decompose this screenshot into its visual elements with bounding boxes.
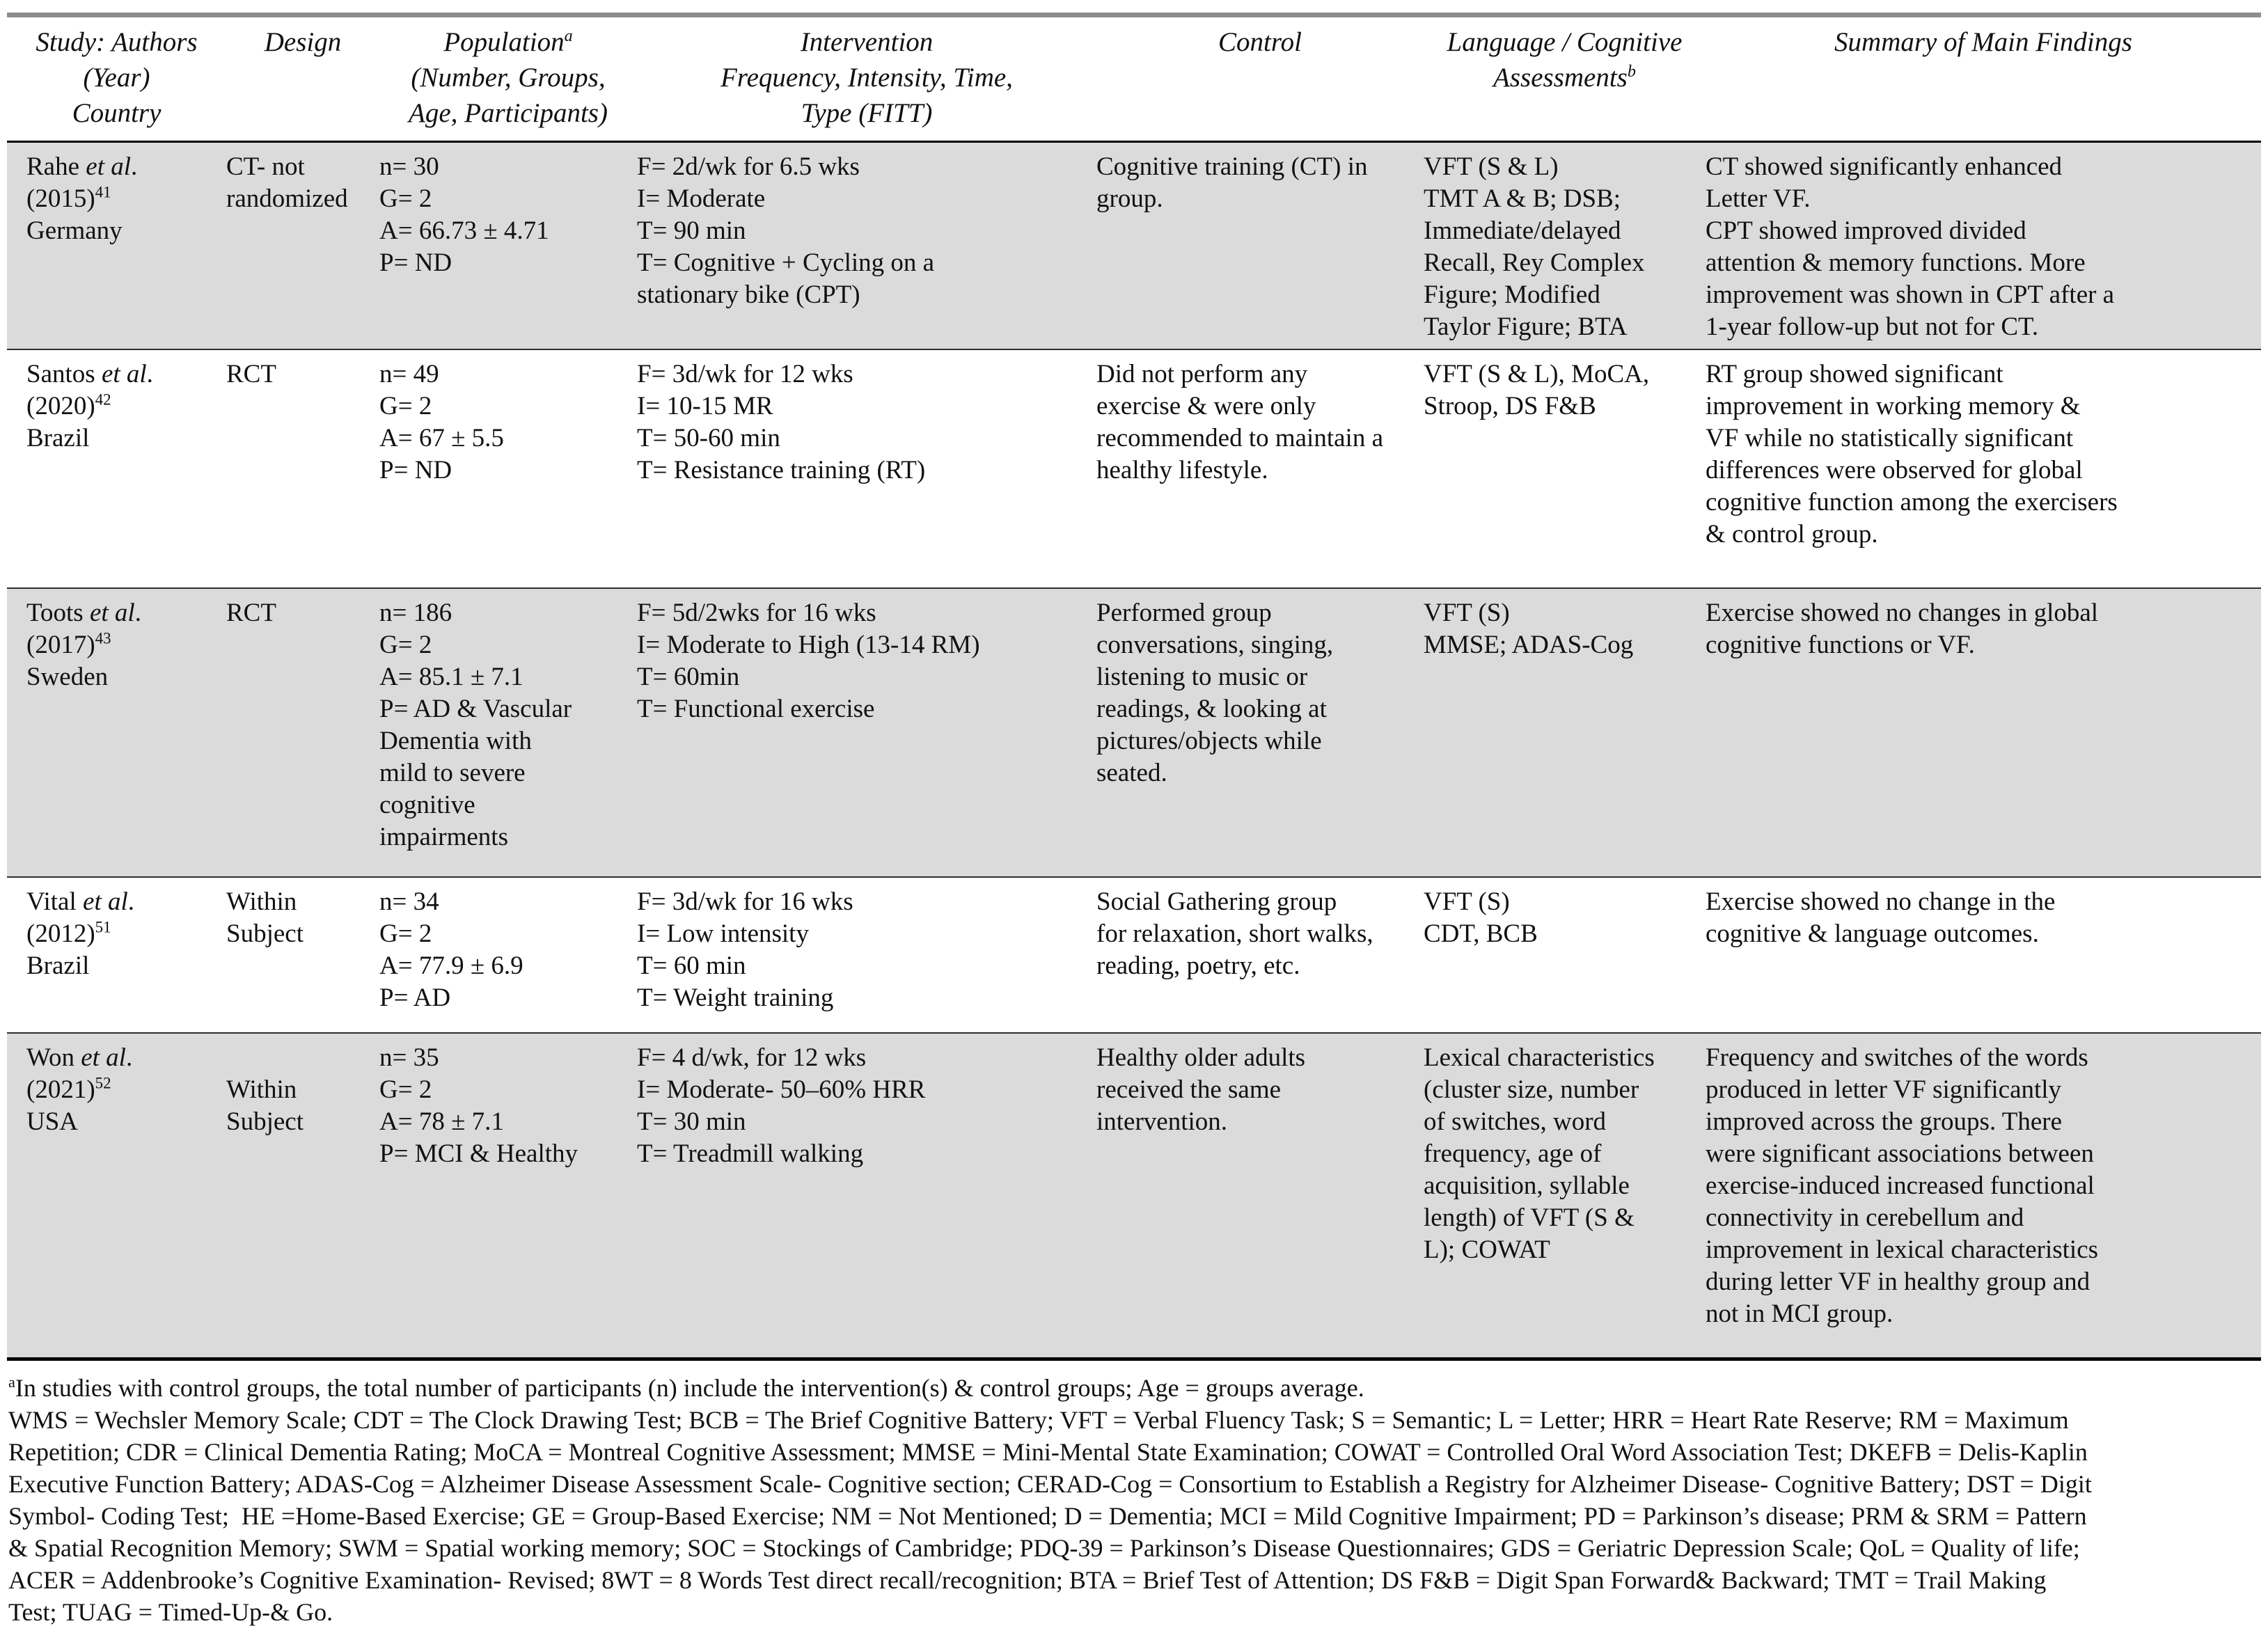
text-line: Population$^a$ (443, 26, 573, 57)
text-line: Language / Cognitive (1447, 27, 1683, 57)
text-line: Country (72, 98, 162, 128)
text-line: differences were observed for global (1706, 456, 2083, 484)
text-line: I= Moderate- 50–60% HRR (637, 1075, 926, 1104)
text-line: attention & memory functions. More (1706, 248, 2086, 277)
text-line: VFT (S & L) (1424, 152, 1559, 181)
text-line: Santos et al. (26, 360, 153, 388)
text-line: Taylor Figure; BTA (1424, 313, 1628, 341)
footnote-line-1: $^a$In studies with control groups, the total number of participants (n) include the intervention(s) & control groups; Age = groups average. (8, 1373, 1364, 1402)
text-line: G= 2 (379, 631, 432, 659)
cell-rahe-2015-summary (1706, 142, 2261, 350)
text-line: L); COWAT (1424, 1236, 1550, 1264)
text-line: CDT, BCB (1424, 919, 1538, 948)
text-line: F= 3d/wk for 16 wks (637, 887, 853, 916)
cell-vital-2012-assessments (1424, 877, 1706, 1033)
cell-vital-2012-control (1096, 877, 1424, 1033)
text-line: P= ND (379, 248, 452, 277)
cell-toots-2017-control (1096, 588, 1424, 877)
text-line: Subject (226, 919, 304, 948)
text-line: n= 186 (379, 599, 452, 627)
text-line: not in MCI group. (1706, 1300, 1893, 1328)
text-line: G= 2 (379, 392, 432, 420)
text-line: Germany (26, 216, 123, 245)
text-line: stationary bike (CPT) (637, 281, 860, 309)
table-body (7, 142, 2261, 1359)
text-line: seated. (1096, 759, 1167, 787)
cell-rahe-2015-design (226, 142, 379, 350)
text-line: RCT (226, 360, 276, 388)
text-line: recommended to maintain a (1096, 424, 1383, 452)
text-line: n= 30 (379, 152, 439, 181)
cell-toots-2017-design (226, 588, 379, 877)
cell-toots-2017-intervention (637, 588, 1096, 877)
text-line: $(2012)^{51}$ (26, 918, 111, 948)
text-line: improvement was shown in CPT after a (1706, 281, 2115, 309)
text-line: acquisition, syllable (1424, 1171, 1630, 1200)
cell-rahe-2015-control (1096, 142, 1424, 350)
cell-toots-2017-population (379, 588, 637, 877)
text-line: F= 2d/wk for 6.5 wks (637, 152, 860, 181)
text-line: T= Treadmill walking (637, 1139, 864, 1168)
header-cell-summary (1706, 17, 2261, 142)
text-line: G= 2 (379, 184, 432, 213)
text-line: CPT showed improved divided (1706, 216, 2026, 245)
text-line: T= Functional exercise (637, 695, 875, 723)
text-line: during letter VF in healthy group and (1706, 1268, 2090, 1296)
text-line: I= Low intensity (637, 919, 809, 948)
footnote-line-5: Symbol- Coding Test; HE =Home-Based Exercise; GE = Group-Based Exercise; NM = Not Mentioned; D = Dementia; MCI = Mild Cognitive Impairment; PD = Parkinson’s disease; PRM & SRM = Pattern (8, 1501, 2087, 1530)
text-line: randomized (226, 184, 348, 213)
text-line: Sweden (26, 663, 109, 691)
systematic-review-table (7, 17, 2261, 1361)
text-line (226, 1042, 372, 1074)
text-line: length) of VFT (S & (1424, 1203, 1635, 1232)
cell-won-2021-control (1096, 1033, 1424, 1359)
footnote-line-8: Test; TUAG = Timed-Up-& Go. (8, 1597, 333, 1626)
cell-santos-2020-design (226, 349, 379, 588)
cell-toots-2017-study (7, 588, 226, 877)
table-row-won-2021 (7, 1033, 2261, 1359)
text-line: Stroop, DS F&B (1424, 392, 1596, 420)
cell-santos-2020-study (7, 349, 226, 588)
text-line: Brazil (26, 424, 90, 452)
cell-vital-2012-population (379, 877, 637, 1033)
text-line: I= 10-15 MR (637, 392, 773, 420)
text-line: T= 50-60 min (637, 424, 780, 452)
text-line: Immediate/delayed (1424, 216, 1621, 245)
cell-santos-2020-intervention (637, 349, 1096, 588)
text-line: Assessments$^b$ (1493, 62, 1636, 93)
text-line: (Year) (83, 63, 150, 93)
text-line: improvement in working memory & (1706, 392, 2081, 420)
cell-won-2021-summary (1706, 1033, 2261, 1359)
text-line: P= AD & Vascular (379, 695, 572, 723)
text-line: exercise & were only (1096, 392, 1316, 420)
text-line: Age, Participants) (409, 98, 608, 128)
text-line: $(2021)^{52}$ (26, 1074, 111, 1104)
header-cell-population (379, 17, 637, 142)
text-line: for relaxation, short walks, (1096, 919, 1373, 948)
text-line: (cluster size, number (1424, 1075, 1639, 1104)
cell-won-2021-intervention (637, 1033, 1096, 1359)
footnote-line-2: WMS = Wechsler Memory Scale; CDT = The Clock Drawing Test; BCB = The Brief Cognitive Battery; VFT = Verbal Fluency Task; S = Semantic; L = Letter; HRR = Heart Rate Reserve; RM = Maximum (8, 1405, 2069, 1434)
text-line: Exercise showed no changes in global (1706, 599, 2099, 627)
text-line: Type (FITT) (801, 98, 933, 128)
text-line: Design (264, 27, 342, 57)
text-line: RT group showed significant (1706, 360, 2003, 388)
text-line: & control group. (1706, 520, 1878, 548)
cell-won-2021-design (226, 1033, 379, 1359)
text-line: intervention. (1096, 1107, 1228, 1136)
cell-toots-2017-assessments (1424, 588, 1706, 877)
text-line: G= 2 (379, 1075, 432, 1104)
cell-rahe-2015-assessments (1424, 142, 1706, 350)
footnote-line-7: ACER = Addenbrooke’s Cognitive Examination- Revised; 8WT = 8 Words Test direct recall/recognition; BTA = Brief Test of Attention; DS F&B = Digit Span Forward& Backward; TMT = Trail Making (8, 1565, 2047, 1594)
text-line: Did not perform any (1096, 360, 1308, 388)
text-line: cognitive & language outcomes. (1706, 919, 2039, 948)
text-line: A= 67 ± 5.5 (379, 424, 504, 452)
text-line: of switches, word (1424, 1107, 1607, 1136)
text-line: TMT A & B; DSB; (1424, 184, 1621, 213)
text-line: reading, poetry, etc. (1096, 952, 1300, 980)
text-line: T= 60min (637, 663, 740, 691)
text-line: F= 3d/wk for 12 wks (637, 360, 853, 388)
text-line: T= 90 min (637, 216, 746, 245)
header-cell-study (7, 17, 226, 142)
text-line: exercise-induced increased functional (1706, 1171, 2095, 1200)
text-line: Cognitive training (CT) in (1096, 152, 1368, 181)
text-line: readings, & looking at (1096, 695, 1327, 723)
text-line: frequency, age of (1424, 1139, 1602, 1168)
text-line: F= 4 d/wk, for 12 wks (637, 1043, 867, 1072)
text-line: n= 34 (379, 887, 439, 916)
text-line: T= Resistance training (RT) (637, 456, 926, 484)
text-line: I= Moderate (637, 184, 766, 213)
header-cell-intervention (637, 17, 1096, 142)
text-line: VFT (S) (1424, 599, 1510, 627)
text-line: Recall, Rey Complex (1424, 248, 1645, 277)
text-line: (Number, Groups, (411, 63, 606, 93)
text-line: A= 85.1 ± 7.1 (379, 663, 523, 691)
text-line: Control (1218, 27, 1302, 57)
text-line: VFT (S) (1424, 887, 1510, 916)
cell-rahe-2015-intervention (637, 142, 1096, 350)
text-line: Lexical characteristics (1424, 1043, 1655, 1072)
text-line: Study: Authors (36, 27, 198, 57)
text-line: cognitive function among the exercisers (1706, 488, 2118, 516)
text-line: Letter VF. (1706, 184, 1811, 213)
text-line: connectivity in cerebellum and (1706, 1203, 2024, 1232)
text-line: G= 2 (379, 919, 432, 948)
table-row-rahe-2015 (7, 142, 2261, 350)
text-line: A= 78 ± 7.1 (379, 1107, 504, 1136)
text-line: Summary of Main Findings (1834, 27, 2132, 57)
text-line: A= 66.73 ± 4.71 (379, 216, 549, 245)
text-line: improved across the groups. There (1706, 1107, 2063, 1136)
text-line: Intervention (800, 27, 934, 57)
header-row (7, 17, 2261, 142)
table-row-vital-2012 (7, 877, 2261, 1033)
cell-toots-2017-summary (1706, 588, 2261, 877)
text-line: A= 77.9 ± 6.9 (379, 952, 523, 980)
text-line: $(2015)^{41}$ (26, 183, 111, 213)
text-line: USA (26, 1107, 79, 1136)
text-line: group. (1096, 184, 1163, 213)
text-line: cognitive functions or VF. (1706, 631, 1975, 659)
text-line: pictures/objects while (1096, 727, 1322, 755)
text-line: were significant associations between (1706, 1139, 2094, 1168)
text-line: T= Weight training (637, 984, 834, 1012)
footnote-line-6: & Spatial Recognition Memory; SWM = Spatial working memory; SOC = Stockings of Cambridge; PDQ-39 = Parkinson’s Disease Questionnaires; GDS = Geriatric Depression Scale; QoL = Quality of life; (8, 1533, 2080, 1562)
text-line: VF while no statistically significant (1706, 424, 2074, 452)
text-line: T= 60 min (637, 952, 746, 980)
text-line: listening to music or (1096, 663, 1308, 691)
text-line: Figure; Modified (1424, 281, 1600, 309)
text-line: cognitive (379, 791, 475, 819)
cell-vital-2012-summary (1706, 877, 2261, 1033)
cell-vital-2012-design (226, 877, 379, 1033)
text-line: RCT (226, 599, 276, 627)
text-line: improvement in lexical characteristics (1706, 1236, 2099, 1264)
text-line: n= 35 (379, 1043, 439, 1072)
text-line: F= 5d/2wks for 16 wks (637, 599, 876, 627)
cell-vital-2012-intervention (637, 877, 1096, 1033)
header-cell-control (1096, 17, 1424, 142)
table-row-santos-2020 (7, 349, 2261, 588)
text-line: Won et al. (26, 1043, 133, 1072)
cell-rahe-2015-population (379, 142, 637, 350)
footnotes (8, 1372, 2258, 1628)
text-line: Exercise showed no change in the (1706, 887, 2056, 916)
cell-vital-2012-study (7, 877, 226, 1033)
text-line: T= 30 min (637, 1107, 746, 1136)
header-cell-design (226, 17, 379, 142)
text-line: Healthy older adults (1096, 1043, 1306, 1072)
header-cell-assessments (1424, 17, 1706, 142)
text-line: Within (226, 887, 297, 916)
cell-santos-2020-summary (1706, 349, 2261, 588)
cell-santos-2020-assessments (1424, 349, 1706, 588)
text-line: I= Moderate to High (13-14 RM) (637, 631, 980, 659)
text-line: mild to severe (379, 759, 526, 787)
text-line: T= Cognitive + Cycling on a (637, 248, 935, 277)
footnote-line-3: Repetition; CDR = Clinical Dementia Rating; MoCA = Montreal Cognitive Assessment; MMSE = Mini-Mental State Examination; COWAT = Controlled Oral Word Association Test; DKEFB = Delis-Kaplin (8, 1437, 2088, 1466)
review-table-wrap (7, 13, 2261, 1361)
text-line: MMSE; ADAS-Cog (1424, 631, 1634, 659)
text-line: impairments (379, 823, 508, 851)
text-line: $(2020)^{42}$ (26, 390, 111, 420)
cell-won-2021-study (7, 1033, 226, 1359)
text-line: VFT (S & L), MoCA, (1424, 360, 1650, 388)
text-line: Toots et al. (26, 599, 141, 627)
text-line: conversations, singing, (1096, 631, 1334, 659)
text-line: Within (226, 1075, 297, 1104)
cell-won-2021-population (379, 1033, 637, 1359)
text-line: Vital et al. (26, 887, 134, 916)
text-line: $(2017)^{43}$ (26, 629, 111, 659)
text-line: Brazil (26, 952, 90, 980)
text-line: healthy lifestyle. (1096, 456, 1268, 484)
text-line: n= 49 (379, 360, 439, 388)
text-line: Subject (226, 1107, 304, 1136)
text-line: Frequency, Intensity, Time, (720, 63, 1013, 93)
text-line: CT- not (226, 152, 305, 181)
text-line: received the same (1096, 1075, 1282, 1104)
text-line: P= AD (379, 984, 451, 1012)
text-line: 1-year follow-up but not for CT. (1706, 313, 2039, 341)
cell-santos-2020-population (379, 349, 637, 588)
cell-won-2021-assessments (1424, 1033, 1706, 1359)
footnote-line-4: Executive Function Battery; ADAS-Cog = Alzheimer Disease Assessment Scale- Cognitive section; CERAD-Cog = Consortium to Establish a Registry for Alzheimer Disease- Cognitive Battery; DST = Digit (8, 1469, 2092, 1498)
text-line: Performed group (1096, 599, 1272, 627)
text-line: Dementia with (379, 727, 532, 755)
text-line: Social Gathering group (1096, 887, 1337, 916)
text-line: produced in letter VF significantly (1706, 1075, 2062, 1104)
text-line: P= ND (379, 456, 452, 484)
text-line: CT showed significantly enhanced (1706, 152, 2063, 181)
cell-rahe-2015-study (7, 142, 226, 350)
text-line: Frequency and switches of the words (1706, 1043, 2088, 1072)
text-line: Rahe et al. (26, 152, 138, 181)
table-header (7, 17, 2261, 142)
table-row-toots-2017 (7, 588, 2261, 877)
text-line: P= MCI & Healthy (379, 1139, 578, 1168)
cell-santos-2020-control (1096, 349, 1424, 588)
